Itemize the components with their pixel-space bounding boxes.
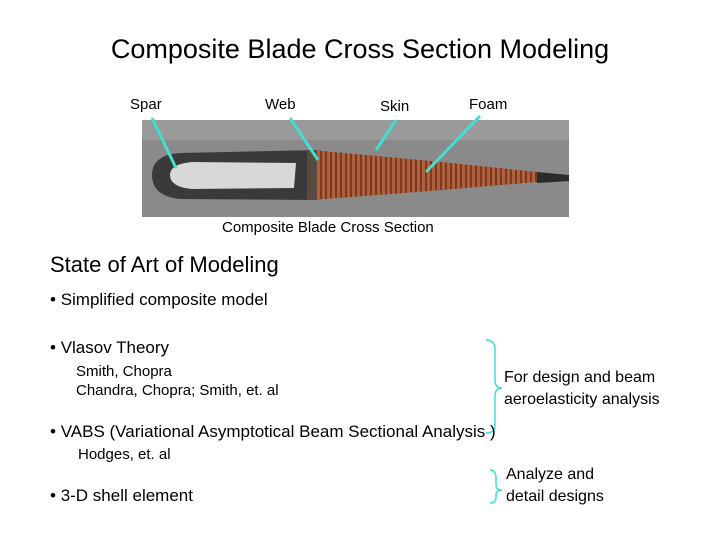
bullet-dot: •	[50, 338, 56, 357]
note-line: aeroelasticity analysis	[504, 391, 660, 408]
bullet-item	[50, 338, 169, 358]
bracket-detail	[490, 470, 502, 503]
blade-cross-section-photo	[142, 120, 569, 217]
note-detail	[506, 464, 604, 508]
sub-item: Chandra, Chopra; Smith, et. al	[76, 382, 279, 399]
blade-web	[307, 150, 317, 200]
note-line: For design and beam	[504, 369, 656, 386]
bullet-dot: •	[50, 486, 56, 505]
slide-title: Composite Blade Cross Section Modeling	[110, 34, 610, 64]
bullet-text: VABS (Variational Asymptotical Beam Sectional Analysis )	[60, 422, 496, 441]
spar-cavity	[170, 162, 296, 189]
callout-skin: Skin	[380, 98, 410, 115]
bullet-item	[50, 290, 268, 310]
sub-item: Smith, Chopra	[76, 363, 172, 380]
note-line: Analyze and	[506, 466, 595, 483]
bullet-text: Simplified composite model	[60, 290, 268, 309]
note-line: detail designs	[506, 488, 604, 505]
bullet-dot: •	[50, 290, 56, 309]
bullet-item	[50, 422, 496, 442]
bullet-item	[50, 486, 193, 506]
bullet-text: 3-D shell element	[60, 486, 193, 505]
figure-caption: Composite Blade Cross Section	[222, 219, 434, 236]
bullet-text: Vlasov Theory	[60, 338, 170, 357]
callout-spar: Spar	[130, 96, 162, 113]
bracket-design	[486, 340, 502, 433]
bullet-dot: •	[50, 422, 56, 441]
note-design	[504, 367, 660, 411]
section-heading: State of Art of Modeling	[50, 252, 279, 277]
callout-foam: Foam	[469, 96, 508, 113]
sub-item: Hodges, et. al	[78, 446, 171, 463]
callout-web: Web	[265, 96, 296, 113]
photo-background-shade	[142, 120, 569, 140]
